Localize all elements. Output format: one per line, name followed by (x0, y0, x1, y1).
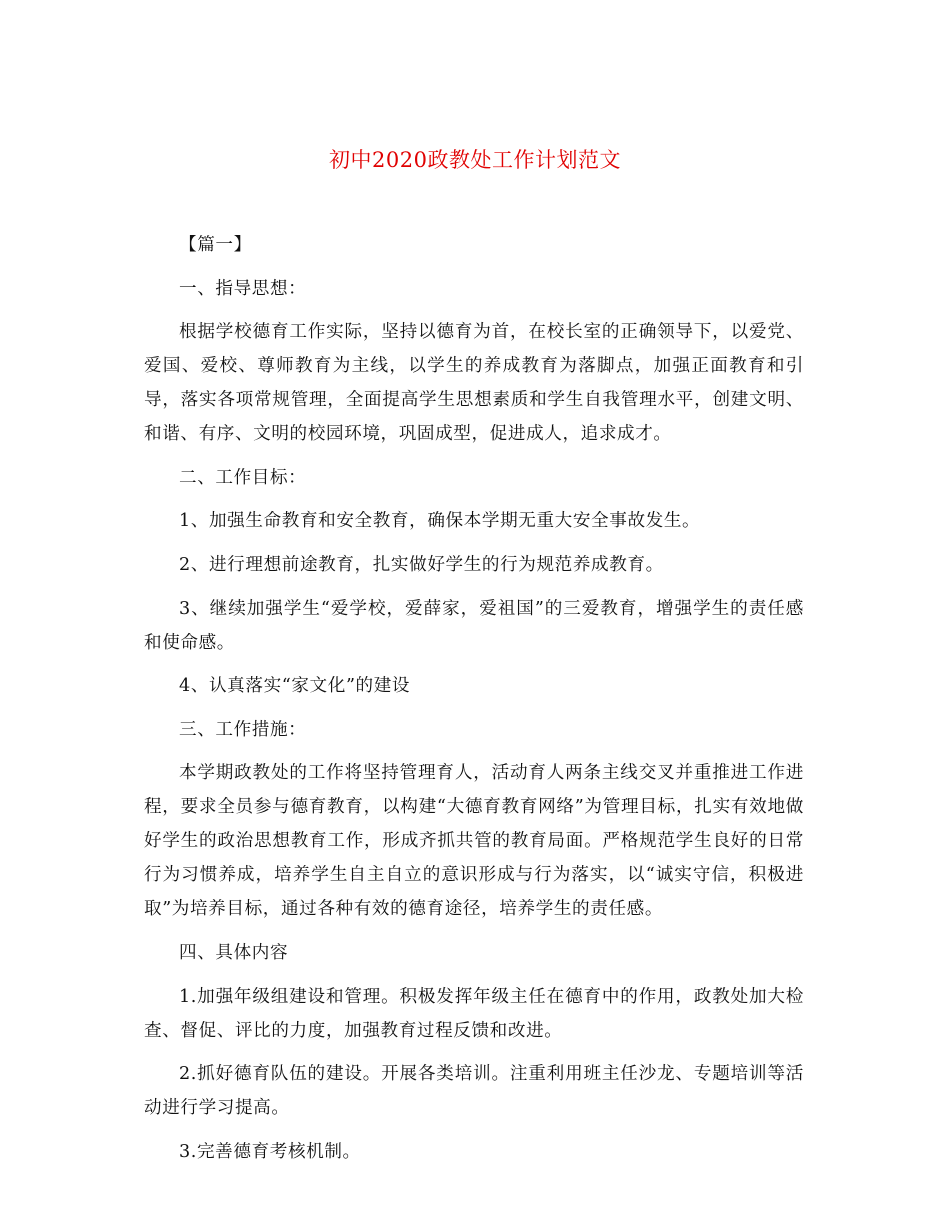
section-marker: 【篇一】 (179, 235, 252, 255)
goal-item: 2、进行理想前途教育，扎实做好学生的行为规范养成教育。 (179, 554, 664, 575)
goal-item: 1、加强生命教育和安全教育，确保本学期无重大安全事故发生。 (179, 511, 701, 532)
paragraph-work-measures: 本学期政教处的工作将坚持管理育人，活动育人两条主线交叉并重推进工作进程，要求全员参与德育教育，以构建“大德育教育网络”为管理目标，扎实有效地做好学生的政治思想教育工作，形成齐抓共管的教育局面。严格规范学生良好的日常行为习惯养成，培养学生自主自立的意识形成与行为落实，以“诚实守信，积极进取”为培养目标，通过各种有效的德育途径，培养学生的责任感。 (144, 763, 804, 920)
heading-work-measures: 三、工作措施： (179, 719, 307, 740)
paragraph-guiding-thought: 根据学校德育工作实际，坚持以德育为首，在校长室的正确领导下，以爱党、爱国、爱校、尊师教育为主线，以学生的养成教育为落脚点，加强正面教育和引导，落实各项常规管理，全面提高学生思想素质和学生自我管理水平，创建文明、和谐、有序、文明的校园环境，巩固成型，促进成人，追求成才。 (144, 322, 804, 445)
heading-work-goals: 二、工作目标： (179, 467, 307, 488)
goal-item: 4、认真落实“家文化”的建设 (179, 676, 411, 697)
heading-specific-content: 四、具体内容 (179, 942, 289, 963)
document-title: 初中2020政教处工作计划范文 (329, 148, 621, 172)
content-item: 2.抓好德育队伍的建设。开展各类培训。注重利用班主任沙龙、专题培训等活动进行学习提高。 (144, 1064, 804, 1119)
content-item: 3.完善德育考核机制。 (179, 1141, 361, 1162)
heading-guiding-thought: 一、指导思想： (179, 278, 307, 299)
content-item: 1.加强年级组建设和管理。积极发挥年级主任在德育中的作用，政教处加大检查、督促、评比的力度，加强教育过程反馈和改进。 (144, 986, 804, 1041)
document-body (144, 228, 804, 1169)
goal-item: 3、继续加强学生“爱学校，爱薛家，爱祖国”的三爱教育，增强学生的责任感和使命感。 (144, 598, 804, 653)
